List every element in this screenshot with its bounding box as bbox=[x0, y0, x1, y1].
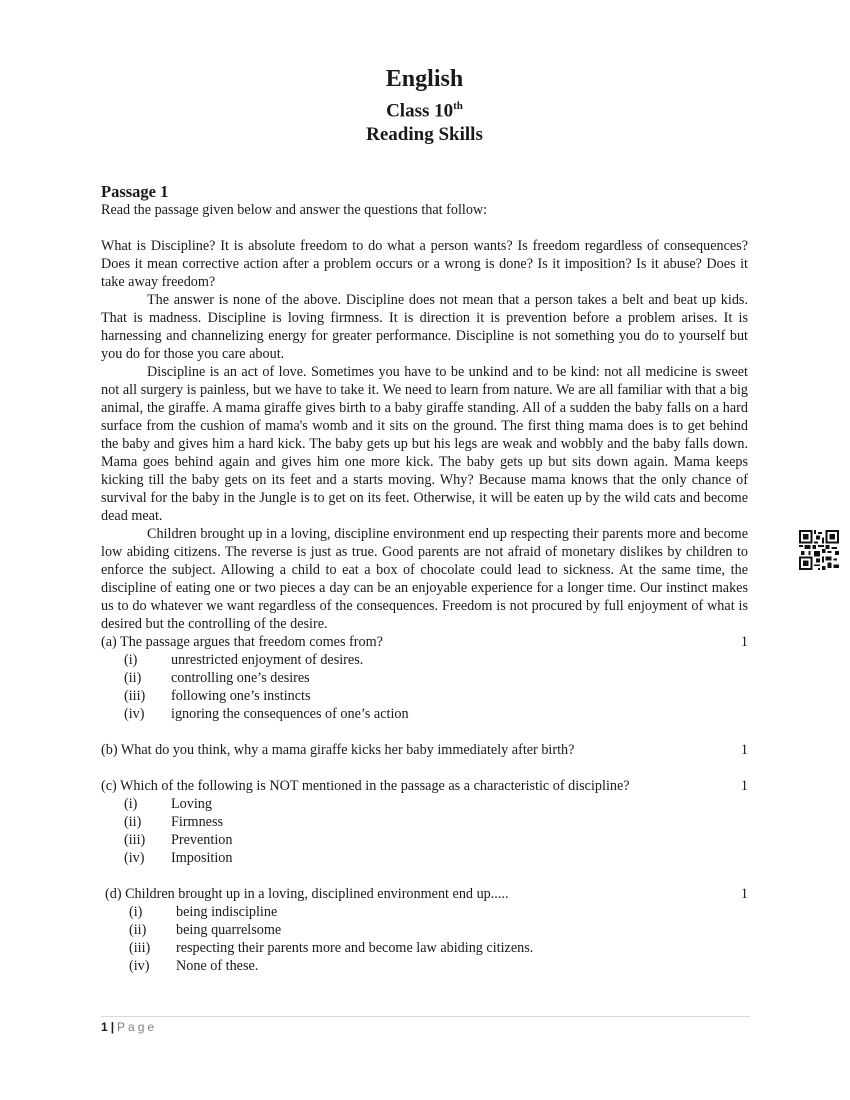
option-text: following one’s instincts bbox=[171, 688, 311, 705]
passage-paragraph: The answer is none of the above. Discipline does not mean that a person takes a belt and beat up kids. That is madness. Discipline is loving firmness. It is direction it is prevention before a problem arises. It is harnessing and channelizing energy for greater performance. Discipline is not something you do to yourself but you do for those you care about. bbox=[101, 292, 748, 363]
passage-paragraph: Discipline is an act of love. Sometimes you have to be unkind and to be kind: not all medicine is sweet not all surgery is painless, but we have to take it. We need to learn from nature. We are all familiar with that a big animal, the giraffe. A mama giraffe gives birth to a baby giraffe standing. All of a sudden the baby falls on a hard surface from the cushion of mama's womb and it sits on the ground. The first thing mama does is to get behind the baby and gives him a hard kick. The baby gets up but his legs are weak and wobbly and the baby falls down. Mama goes behind again and gives him one more kick. The baby gets up but sits down again. Mama keeps kicking till the baby gets on its feet and a starts moving. Why? Because mama knows that the only chance of survival for the baby in the Jungle is to get on its feet. Otherwise, it will be eaten up by the wild cats and become dead meat. bbox=[101, 364, 748, 525]
option-number: (ii) bbox=[124, 670, 142, 687]
qr-code-icon bbox=[798, 530, 840, 570]
question-a bbox=[101, 633, 748, 651]
option-text: being quarrelsome bbox=[176, 922, 282, 939]
option-number: (ii) bbox=[129, 922, 147, 939]
page-label: Page bbox=[117, 1020, 158, 1034]
option-text: being indiscipline bbox=[176, 904, 278, 921]
option-number: (iv) bbox=[124, 706, 145, 723]
option-text: Firmness bbox=[171, 814, 224, 831]
option-number: (ii) bbox=[124, 814, 142, 831]
spacer bbox=[101, 759, 748, 777]
option-number: (i) bbox=[124, 796, 138, 813]
option-item bbox=[124, 669, 748, 687]
footer-separator: | bbox=[110, 1020, 115, 1034]
passage-paragraph: What is Discipline? It is absolute freedom to do what a person wants? Is freedom regardless of consequences? Does it mean corrective action after a problem occurs or a wrong is done? Is it imposition? Is it abuse? Does it take away freedom? bbox=[101, 238, 748, 291]
passage-paragraph: Children brought up in a loving, discipline environment end up respecting their parents more and become low abiding citizens. The reverse is just as true. Good parents are not afraid of monetary dislikes by children to enforce the subject. Allowing a child to eat a box of chocolate could lead to sickness. At the same time, the discipline of eating one or two pieces a day can be an enjoyable experience for a longer time. Our instinct makes us to do whatever we want regardless of the consequences. Freedom is not procured by full enjoyment of what is desired but the controlling of the desire. bbox=[101, 526, 748, 633]
option-list bbox=[101, 903, 748, 975]
spacer bbox=[101, 867, 748, 885]
question-marks: 1 bbox=[740, 886, 748, 903]
option-text: respecting their parents more and become law abiding citizens. bbox=[176, 940, 534, 957]
option-number: (iv) bbox=[129, 958, 150, 975]
question-marks: 1 bbox=[740, 742, 748, 759]
question-marks: 1 bbox=[740, 634, 748, 651]
option-item bbox=[129, 957, 748, 975]
question-c bbox=[101, 777, 748, 795]
passage-title: Passage 1 bbox=[101, 182, 169, 202]
section-heading: Reading Skills bbox=[366, 124, 483, 146]
option-number: (iii) bbox=[124, 832, 146, 849]
option-text: ignoring the consequences of one’s action bbox=[171, 706, 409, 723]
option-item bbox=[124, 831, 748, 849]
document-title: English bbox=[385, 66, 464, 92]
option-item bbox=[124, 687, 748, 705]
spacer bbox=[101, 723, 748, 741]
question-d bbox=[101, 885, 748, 903]
page-number: 1 bbox=[101, 1020, 108, 1034]
option-text: unrestricted enjoyment of desires. bbox=[171, 652, 364, 669]
document-page bbox=[101, 64, 748, 975]
question-text: (b) What do you think, why a mama giraffe kicks her baby immediately after birth? bbox=[101, 742, 575, 759]
option-text: Prevention bbox=[171, 832, 233, 849]
question-text: (d) Children brought up in a loving, disciplined environment end up..... bbox=[105, 886, 509, 903]
question-text: (a) The passage argues that freedom comes from? bbox=[101, 634, 383, 651]
option-item bbox=[124, 849, 748, 867]
question-marks: 1 bbox=[740, 778, 748, 795]
option-text: Loving bbox=[171, 796, 212, 813]
class-superscript: th bbox=[453, 100, 463, 112]
passage-instruction: Read the passage given below and answer the questions that follow: bbox=[101, 202, 488, 219]
option-number: (iii) bbox=[129, 940, 151, 957]
option-text: controlling one’s desires bbox=[171, 670, 310, 687]
option-item bbox=[129, 939, 748, 957]
option-item bbox=[124, 795, 748, 813]
class-heading: Class 10th bbox=[386, 100, 463, 122]
option-number: (i) bbox=[124, 652, 138, 669]
option-number: (iii) bbox=[124, 688, 146, 705]
question-b bbox=[101, 741, 748, 759]
option-number: (iv) bbox=[124, 850, 145, 867]
option-number: (i) bbox=[129, 904, 143, 921]
option-item bbox=[129, 903, 748, 921]
option-text: None of these. bbox=[176, 958, 259, 975]
question-text: (c) Which of the following is NOT mentioned in the passage as a characteristic of discipline? bbox=[101, 778, 630, 795]
option-item bbox=[124, 813, 748, 831]
option-text: Imposition bbox=[171, 850, 233, 867]
option-item bbox=[129, 921, 748, 939]
option-item bbox=[124, 651, 748, 669]
option-item bbox=[124, 705, 748, 723]
page-footer bbox=[101, 1016, 750, 1034]
